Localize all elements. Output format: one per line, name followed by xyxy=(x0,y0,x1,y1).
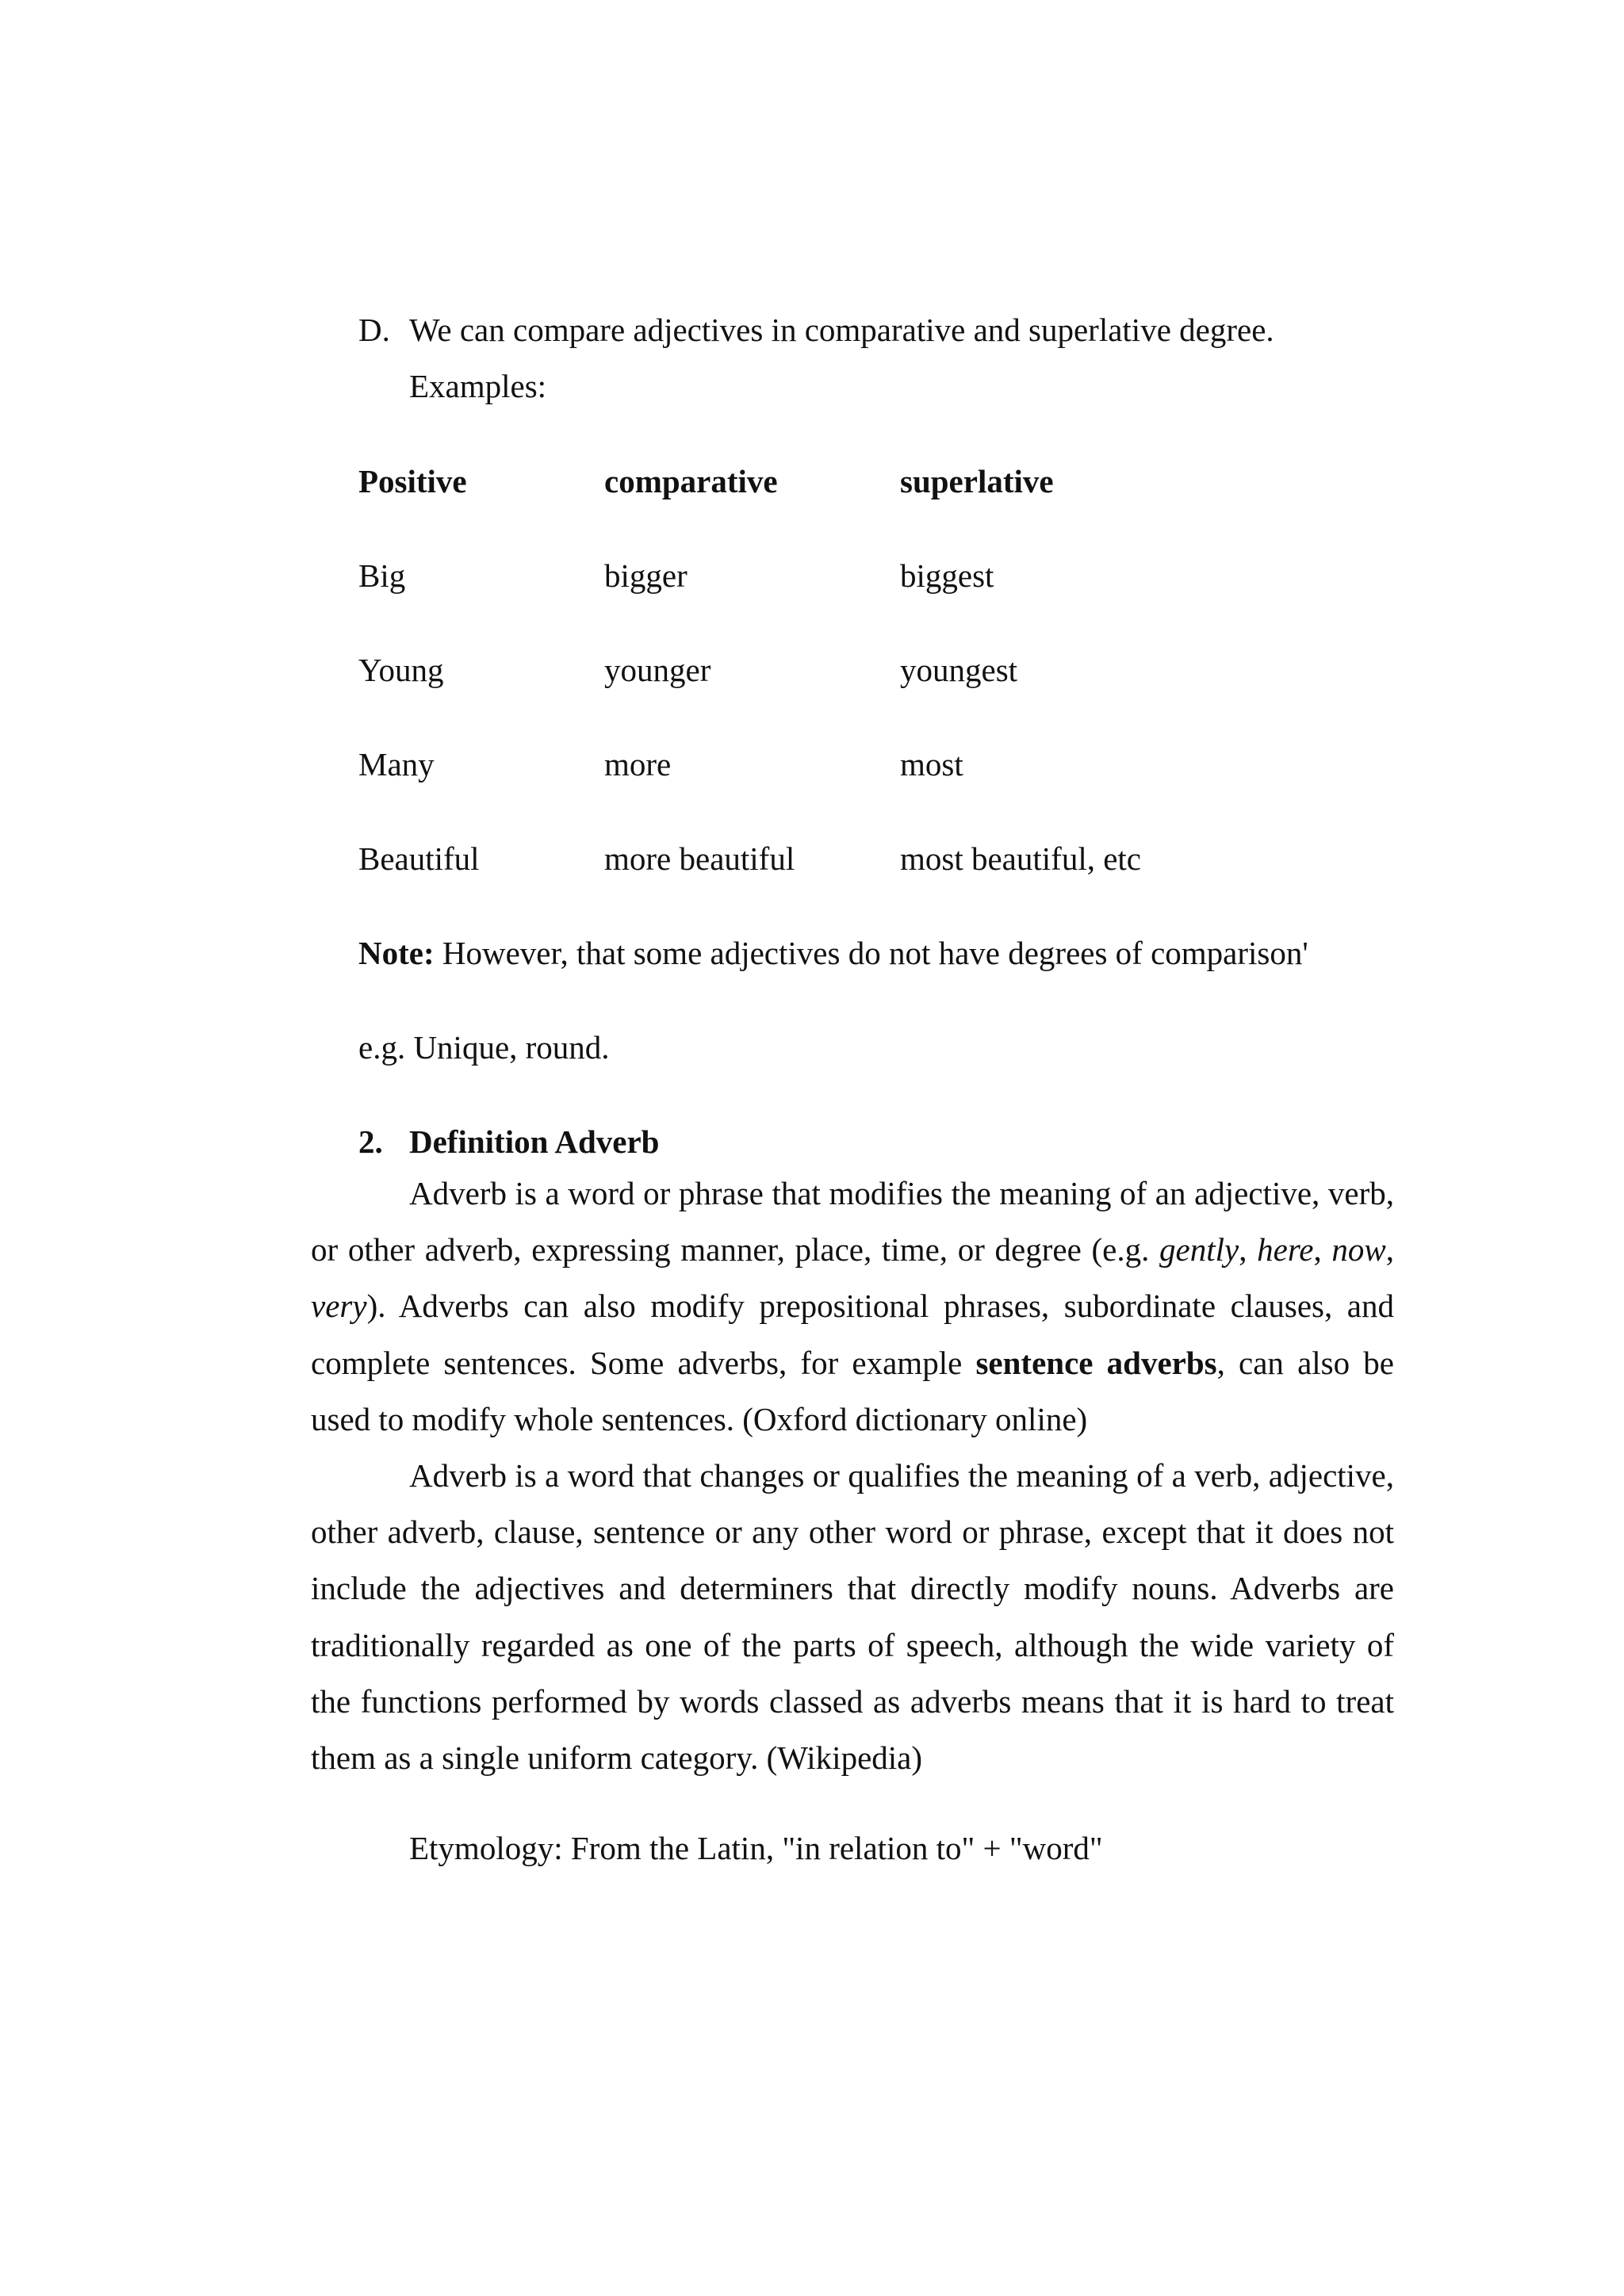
section-d-marker: D. xyxy=(358,312,390,348)
etymology-line: Etymology: From the Latin, "in relation to" + "word" xyxy=(409,1830,1103,1866)
cell-positive: Beautiful xyxy=(358,840,480,877)
section-d-text: We can compare adjectives in comparative and superlative degree. xyxy=(409,312,1274,348)
example-word: gently xyxy=(1159,1231,1239,1269)
example-word: here xyxy=(1257,1231,1314,1269)
cell-positive: Young xyxy=(358,652,444,688)
cell-superlative: most beautiful, etc xyxy=(900,840,1141,877)
cell-positive: Many xyxy=(358,746,435,783)
paragraph-text: , xyxy=(1239,1231,1258,1269)
cell-comparative: more xyxy=(604,746,672,783)
paragraph-text: , xyxy=(1313,1231,1332,1269)
bold-term: sentence adverbs xyxy=(975,1344,1217,1381)
note-line xyxy=(358,937,1308,970)
cell-superlative: most xyxy=(900,746,963,783)
header-comparative: comparative xyxy=(604,463,778,499)
note-example: e.g. Unique, round. xyxy=(358,1029,610,1066)
cell-positive: Big xyxy=(358,557,406,594)
cell-comparative: younger xyxy=(604,652,711,688)
cell-comparative: bigger xyxy=(604,557,688,594)
paragraph-text: ). Adverbs can also modify prepositional phrases, subordinate clauses, and complete sentences. Some adverbs, for example xyxy=(311,1288,1394,1381)
cell-superlative: youngest xyxy=(900,652,1018,688)
paragraph-text: , xyxy=(1385,1231,1395,1269)
section-2-title: Definition Adverb xyxy=(409,1123,660,1160)
paragraph-oxford-definition xyxy=(311,1165,1394,1448)
cell-comparative: more beautiful xyxy=(604,840,795,877)
paragraph-text: , can also be used to modify whole sentences. (Oxford dictionary online) xyxy=(311,1344,1395,1437)
header-superlative: superlative xyxy=(900,463,1054,499)
paragraph-text: Adverb is a word or phrase that modifies the meaning of an adjective, verb, or other adverb, expressing manner, place, time, or degree (e.g. xyxy=(311,1175,1394,1269)
example-word: now xyxy=(1331,1231,1386,1269)
cell-superlative: biggest xyxy=(900,557,994,594)
header-positive: Positive xyxy=(358,463,467,499)
section-2-number: 2. xyxy=(358,1123,383,1160)
example-word: very xyxy=(311,1288,367,1325)
note-label: Note: xyxy=(358,935,435,971)
paragraph-wikipedia-definition: Adverb is a word that changes or qualifies the meaning of a verb, adjective, other adverb, clause, sentence or any other word or phrase, except that it does not include the adjectives and determiners that directly modify nouns. Adverbs are traditionally regarded as one of the parts of speech, although the wide variety of the functions performed by words classed as adverbs means that it is hard to treat them as a single uniform category. (Wikipedia) xyxy=(311,1457,1394,1777)
note-text: However, that some adjectives do not have degrees of comparison' xyxy=(434,935,1308,971)
examples-label: Examples: xyxy=(409,368,547,404)
